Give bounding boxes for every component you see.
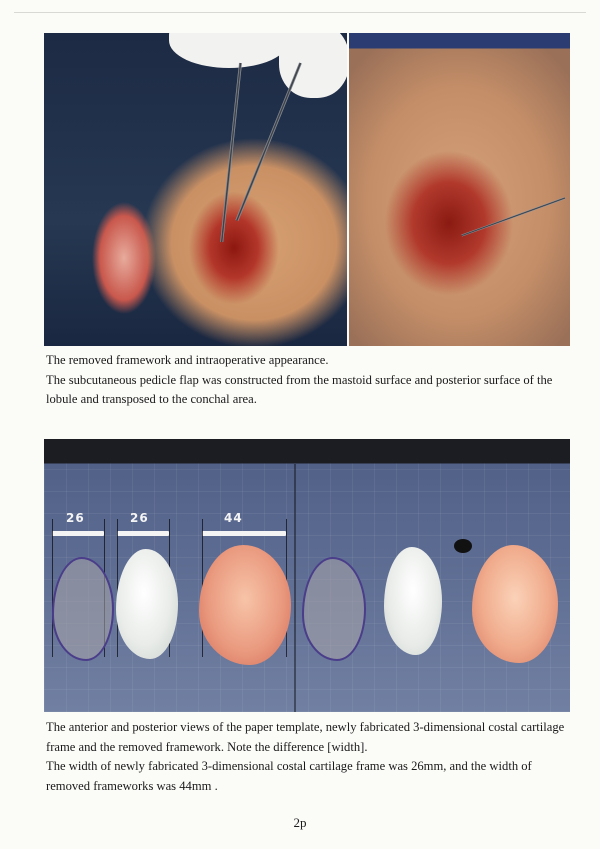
label-removed-frame-width: 44 (224, 511, 243, 525)
ruler-bar-new-frame (117, 531, 169, 536)
dark-spot (454, 539, 472, 553)
forceps-icon (235, 62, 301, 221)
cartilage-frame-anterior (116, 549, 178, 659)
intraoperative-photo-right (349, 33, 570, 346)
intraoperative-photo-left (44, 33, 347, 346)
caption-bottom (46, 718, 576, 796)
caption-top-line2: The subcutaneous pedicle flap was constructed from the mastoid surface and posterior surface of the lobule and transposed to the conchal area. (46, 372, 553, 406)
caption-bottom-line1: The anterior and posterior views of the paper template, newly fabricated 3-dimensional costal cartilage frame and the removed framework. Note the difference [width]. (46, 720, 565, 754)
caption-bottom-line2: The width of newly fabricated 3-dimensional costal cartilage frame was 26mm, and the width of removed frameworks was 44mm . (46, 759, 532, 793)
label-new-frame-width: 26 (130, 511, 149, 525)
probe-icon (461, 197, 565, 237)
caption-top (46, 351, 576, 410)
ruler-bar-template (52, 531, 104, 536)
label-template-width: 26 (66, 511, 85, 525)
page-number: 2p (293, 815, 307, 830)
ruler-tick (52, 519, 53, 657)
cartilage-frame-posterior (384, 547, 442, 655)
gloved-hand (169, 33, 289, 68)
paper-template-anterior (52, 557, 114, 661)
removed-framework-anterior (199, 545, 291, 665)
photo-divider (294, 464, 296, 712)
removed-framework-posterior (472, 545, 558, 663)
ruler-bar-removed-frame (202, 531, 286, 536)
paper-template-posterior (302, 557, 366, 661)
specimen-photo (44, 439, 570, 712)
caption-top-line1: The removed framework and intraoperative appearance. (46, 353, 329, 367)
top-rule (14, 12, 586, 13)
